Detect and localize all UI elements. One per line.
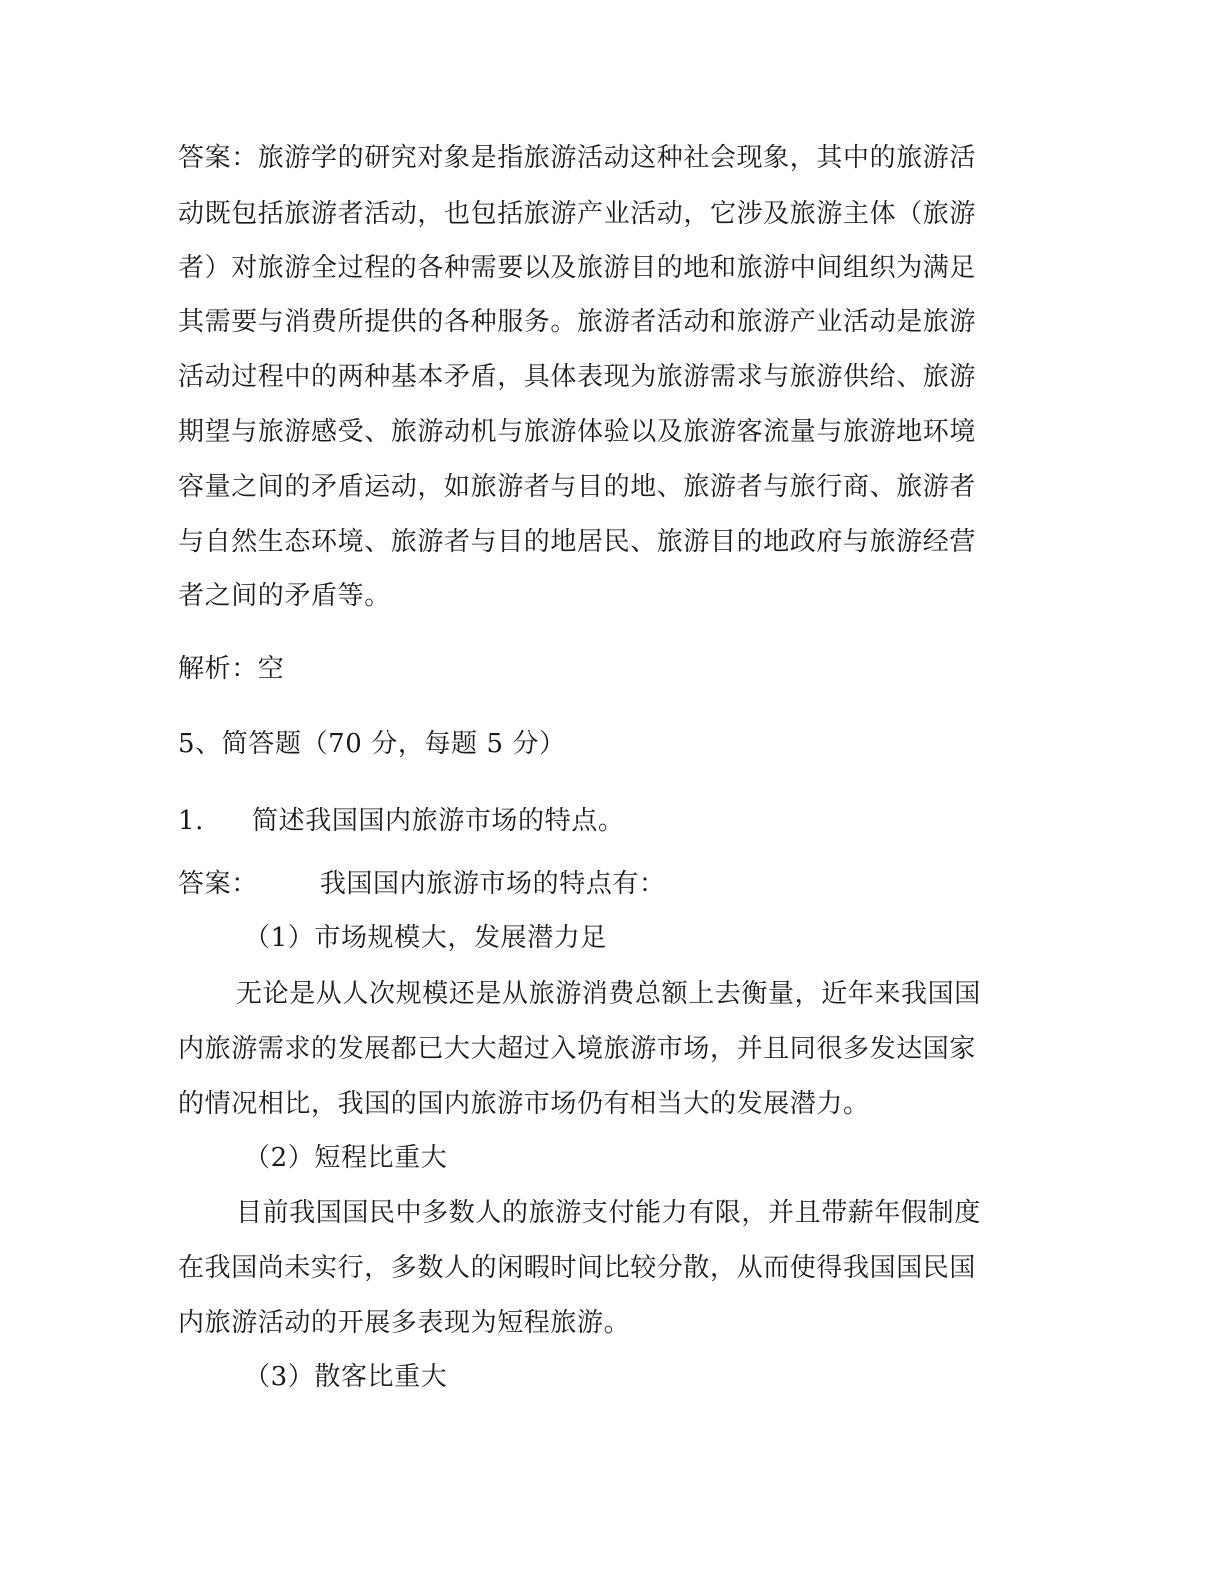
answer2-intro: 我国国内旅游市场的特点有：: [319, 869, 666, 899]
point3-title: （3）散客比重大: [244, 1362, 448, 1392]
answer-line-4: 其需要与消费所提供的各种服务。旅游者活动和旅游产业活动是旅游: [178, 307, 977, 337]
question-number: 1.: [178, 806, 205, 836]
question-1: [178, 803, 624, 839]
answer-line-9: 者之间的矛盾等。: [178, 581, 391, 611]
answer-line-2: 动既包括旅游者活动，也包括旅游产业活动，它涉及旅游主体（旅游: [178, 199, 977, 229]
point1-title: （1）市场规模大，发展潜力足: [244, 923, 607, 953]
answer-line-7: 容量之间的矛盾运动，如旅游者与目的地、旅游者与旅行商、旅游者: [178, 472, 977, 502]
point2-title: （2）短程比重大: [244, 1143, 448, 1173]
point2-line-2: 在我国尚未实行，多数人的闲暇时间比较分散，从而使得我国国民国: [178, 1253, 977, 1283]
answer-line-5: 活动过程中的两种基本矛盾，具体表现为旅游需求与旅游供给、旅游: [178, 362, 977, 392]
point2-line-1: 目前我国国民中多数人的旅游支付能力有限，并且带薪年假制度: [236, 1198, 981, 1228]
answer-line-8: 与自然生态环境、旅游者与目的地居民、旅游目的地政府与旅游经营: [178, 527, 977, 557]
analysis-line: 解析：空: [178, 654, 285, 684]
answer2-intro-line: [178, 866, 666, 902]
answer-line-6: 期望与旅游感受、旅游动机与旅游体验以及旅游客流量与旅游地环境: [178, 417, 977, 447]
point1-line-2: 内旅游需求的发展都已大大超过入境旅游市场，并且同很多发达国家: [178, 1034, 977, 1064]
answer-line-1: 答案：旅游学的研究对象是指旅游活动这种社会现象，其中的旅游活: [178, 143, 977, 173]
point1-line-1: 无论是从人次规模还是从旅游消费总额上去衡量，近年来我国国: [236, 979, 981, 1009]
point1-line-3: 的情况相比，我国的国内旅游市场仍有相当大的发展潜力。: [178, 1089, 870, 1119]
answer-line-3: 者）对旅游全过程的各种需要以及旅游目的地和旅游中间组织为满足: [178, 253, 977, 283]
answer2-label: 答案：: [178, 869, 258, 899]
point2-line-3: 内旅游活动的开展多表现为短程旅游。: [178, 1308, 631, 1338]
section-title: 5、简答题（70 分，每题 5 分）: [178, 729, 566, 759]
question-text: 简述我国国内旅游市场的特点。: [252, 806, 625, 836]
